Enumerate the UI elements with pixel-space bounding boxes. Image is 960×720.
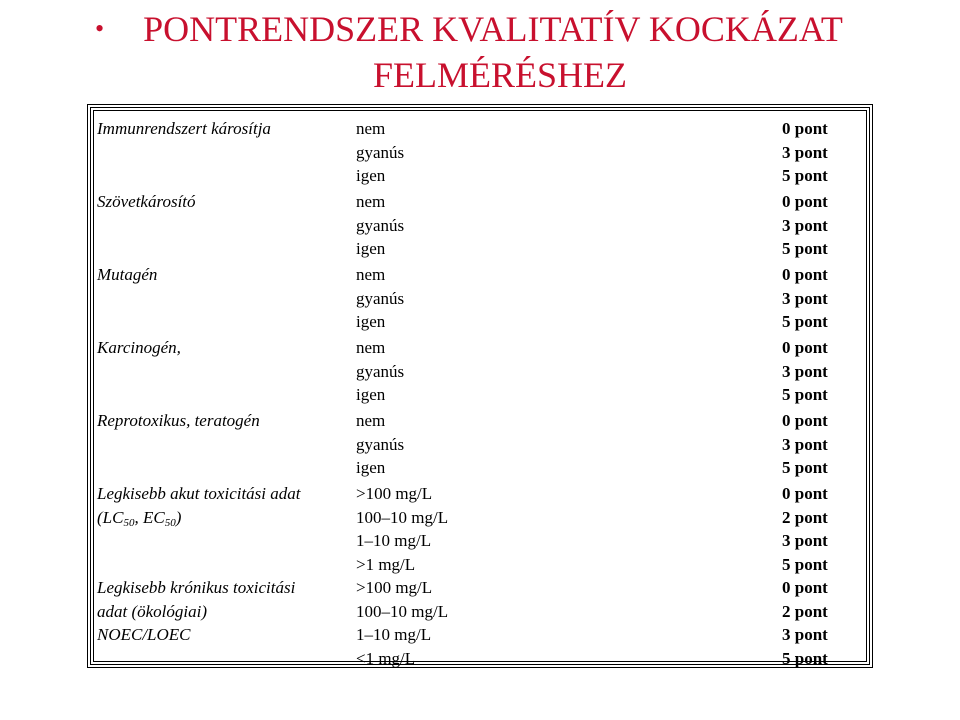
option-value: gyanús <box>356 288 405 308</box>
option-value: gyanús <box>356 361 405 381</box>
points-value: 3 pont <box>782 625 828 644</box>
criterion-label-line: NOEC/LOEC <box>97 625 191 644</box>
option-value: 100–10 mg/L <box>356 601 449 621</box>
points-value: 5 pont <box>782 239 828 258</box>
points-list <box>782 576 872 670</box>
title-line-2: FELMÉRÉSHEZ <box>372 55 627 95</box>
points-value: 5 pont <box>782 458 828 477</box>
criterion-label-line: ($LC_{50}$, $EC_{50}$) <box>97 507 182 529</box>
criterion-label-line: Immunrendszert károsítja <box>97 119 271 138</box>
option-value: igen <box>356 385 386 404</box>
criterion-label-line: Szövetkárosító <box>97 192 196 211</box>
points-value: 5 pont <box>782 648 828 668</box>
option-value: <1 mg/L <box>356 648 416 668</box>
criterion-label <box>97 409 359 433</box>
points-value: 2 pont <box>782 507 828 527</box>
points-list <box>782 263 872 334</box>
option-value: nem <box>356 265 386 284</box>
option-value: >1 mg/L <box>356 554 416 574</box>
title-line-1 <box>0 6 960 52</box>
option-value: >100 mg/L <box>356 484 433 503</box>
option-value: igen <box>356 239 386 258</box>
option-value: igen <box>356 312 386 331</box>
criterion-label-line: adat (ökológiai) <box>97 601 208 621</box>
option-list <box>356 190 556 261</box>
option-list <box>356 263 556 334</box>
points-value: 0 pont <box>782 484 828 503</box>
points-value: 5 pont <box>782 312 828 331</box>
option-list <box>356 336 556 407</box>
title-text-1: PONTRENDSZER KVALITATÍV KOCKÁZAT <box>143 9 843 49</box>
criterion-label-line: Legkisebb krónikus toxicitási <box>97 578 296 597</box>
option-list <box>356 409 556 480</box>
option-value: nem <box>356 192 386 211</box>
points-value: 3 pont <box>782 142 828 162</box>
option-value: gyanús <box>356 142 405 162</box>
points-value: 3 pont <box>782 361 828 381</box>
points-value: 0 pont <box>782 119 828 138</box>
points-list <box>782 117 872 188</box>
criterion-label-line: Reprotoxikus, teratogén <box>97 411 260 430</box>
option-value: igen <box>356 166 386 185</box>
points-value: 5 pont <box>782 166 828 185</box>
points-value: 3 pont <box>782 288 828 308</box>
option-value: gyanús <box>356 434 405 454</box>
points-list <box>782 190 872 261</box>
criterion-label <box>97 263 359 287</box>
slide-title <box>0 6 960 98</box>
option-value: nem <box>356 411 386 430</box>
option-value: >100 mg/L <box>356 578 433 597</box>
option-value: igen <box>356 458 386 477</box>
points-value: 0 pont <box>782 192 828 211</box>
points-value: 0 pont <box>782 265 828 284</box>
option-value: nem <box>356 338 386 357</box>
option-list <box>356 576 556 670</box>
scoring-table-inner <box>93 110 867 668</box>
bullet-icon: • <box>95 14 105 43</box>
option-list <box>356 117 556 188</box>
points-value: 3 pont <box>782 215 828 235</box>
option-value: nem <box>356 119 386 138</box>
points-value: 3 pont <box>782 434 828 454</box>
points-value: 0 pont <box>782 578 828 597</box>
criterion-label <box>97 117 359 141</box>
points-value: 0 pont <box>782 338 828 357</box>
criterion-label-line: Karcinogén, <box>97 338 181 357</box>
option-value: 1–10 mg/L <box>356 531 432 550</box>
points-value: 0 pont <box>782 411 828 430</box>
points-list <box>782 336 872 407</box>
option-value: 100–10 mg/L <box>356 507 449 527</box>
points-value: 5 pont <box>782 554 828 574</box>
scoring-table <box>87 104 873 668</box>
option-value: 1–10 mg/L <box>356 625 432 644</box>
option-value: gyanús <box>356 215 405 235</box>
criterion-label-line: Mutagén <box>97 265 158 284</box>
criterion-label <box>97 482 359 529</box>
criterion-label <box>97 576 359 647</box>
points-value: 5 pont <box>782 385 828 404</box>
points-value: 3 pont <box>782 531 828 550</box>
points-list <box>782 409 872 480</box>
criterion-label <box>97 190 359 214</box>
points-value: 2 pont <box>782 601 828 621</box>
option-list <box>356 482 556 576</box>
points-list <box>782 482 872 576</box>
criterion-label <box>97 336 359 360</box>
criterion-label-line: Legkisebb akut toxicitási adat <box>97 484 301 503</box>
